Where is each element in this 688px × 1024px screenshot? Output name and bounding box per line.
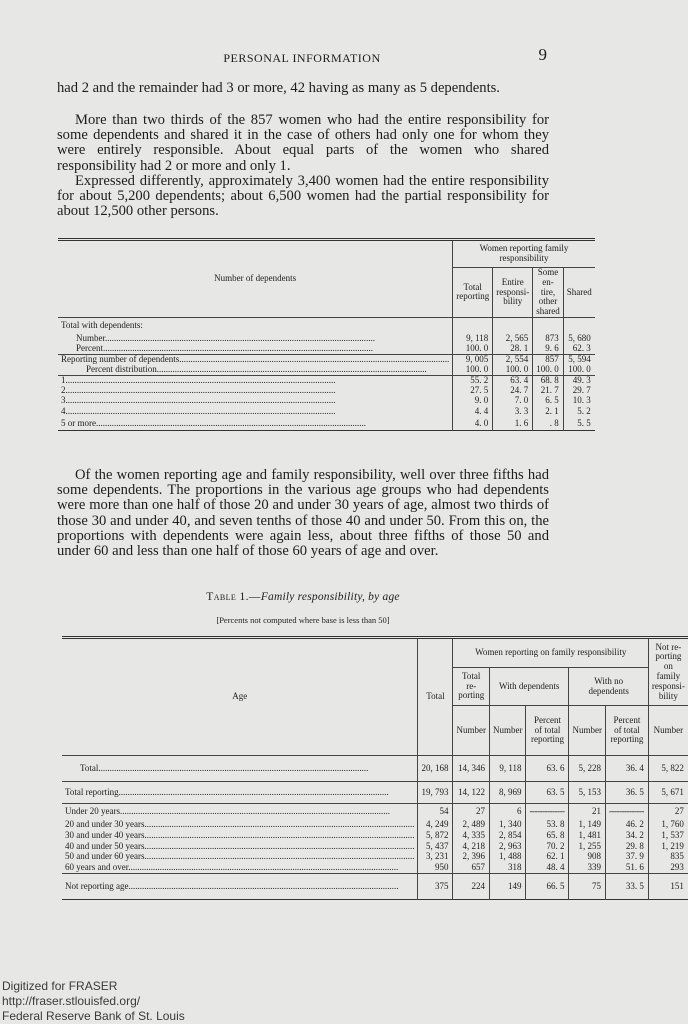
table2-total-header: Total xyxy=(418,638,453,756)
table-cell: 29. 8 xyxy=(605,841,648,852)
table-row xyxy=(62,820,688,831)
empty-cell-dashes: -------------- xyxy=(605,804,648,820)
row-label-text: 2 xyxy=(61,384,66,395)
leader-dots: ........................................................................................................................ xyxy=(65,374,336,385)
table-cell: 657 xyxy=(453,863,490,874)
row-label xyxy=(62,863,418,874)
table-cell: 100. 0 xyxy=(493,365,533,375)
leader-dots: ........................................................................................................................ xyxy=(156,363,427,374)
table-cell: 21 xyxy=(569,804,606,820)
table-cell: 100. 0 xyxy=(563,365,595,375)
table-cell: . 8 xyxy=(533,417,564,431)
table-cell: 375 xyxy=(418,873,453,899)
row-label-text: Under 20 years xyxy=(65,805,120,816)
row-label-text: Reporting number of dependents xyxy=(61,353,180,364)
table-cell: 54 xyxy=(418,804,453,820)
row-label-text: Not reporting age xyxy=(65,880,129,891)
table-cell: 4, 218 xyxy=(453,841,490,852)
table-row xyxy=(62,804,688,820)
table-cell xyxy=(533,317,564,333)
table-cell: 5. 2 xyxy=(563,406,595,416)
row-label xyxy=(58,417,453,431)
table-cell: 1, 219 xyxy=(648,841,688,852)
row-label-text: 4 xyxy=(61,405,66,416)
table-cell: 2, 489 xyxy=(453,820,490,831)
table2-not-reporting-header: Not re- porting on family responsi- bility xyxy=(648,638,688,706)
row-label xyxy=(58,344,453,354)
table-cell: 100. 0 xyxy=(533,365,564,375)
row-label xyxy=(62,830,418,841)
table-row xyxy=(62,863,688,874)
table-cell: 24. 7 xyxy=(493,385,533,395)
table1-group-header: Women reporting family responsibility xyxy=(453,240,595,268)
leader-dots: ........................................................................................................................ xyxy=(96,417,366,428)
table-cell: 10. 3 xyxy=(563,396,595,406)
table-cell: 2, 565 xyxy=(493,333,533,343)
row-label-text: Total xyxy=(80,762,99,773)
leader-dots: ........................................................................................................................ xyxy=(105,332,375,343)
leader-dots: ........................................................................................................................ xyxy=(65,395,336,406)
table-cell: 65. 8 xyxy=(526,830,569,841)
table-cell: 53. 8 xyxy=(526,820,569,831)
table-row xyxy=(62,841,688,852)
table-cell: 3. 3 xyxy=(493,406,533,416)
table-cell: 5, 671 xyxy=(648,782,688,804)
row-label-text: 40 and under 50 years xyxy=(65,840,145,851)
table-cell: 2, 554 xyxy=(493,354,533,364)
row-label-text: 5 or more xyxy=(61,417,96,428)
table2-no-dependents-header: With no dependents xyxy=(569,668,648,706)
table-cell xyxy=(563,317,595,333)
table-subcaption: [Percents not computed where base is less than 50] xyxy=(216,615,390,625)
table-cell: 63. 4 xyxy=(493,375,533,385)
row-label xyxy=(58,317,453,333)
table-cell: 21. 7 xyxy=(533,385,564,395)
table-row xyxy=(58,406,595,416)
leader-dots: ........................................................................................................................ xyxy=(65,405,336,416)
table-cell: 68. 8 xyxy=(533,375,564,385)
table-cell: 1, 340 xyxy=(489,820,526,831)
paragraph-thirds: More than two thirds of the 857 women who had the entire responsibility for some dependents and shared it in the case of others had only one for whom they were entirely responsible. About equal parts of the women who shared responsibility had 2 or more and only 1. xyxy=(57,112,549,174)
table-cell: 36. 4 xyxy=(605,756,648,782)
table-cell: 28. 1 xyxy=(493,344,533,354)
leader-dots: ........................................................................................................................ xyxy=(144,819,415,830)
table-cell: 5, 437 xyxy=(418,841,453,852)
table2-with-dependents-header: With dependents xyxy=(489,668,568,706)
table-cell: 4. 0 xyxy=(453,417,493,431)
empty-cell-dashes: -------------- xyxy=(526,804,569,820)
table-cell: 9, 118 xyxy=(453,333,493,343)
table-row xyxy=(62,782,688,804)
row-label-text: 1 xyxy=(61,374,66,385)
table-cell: 5, 680 xyxy=(563,333,595,343)
row-label-text: 30 and under 40 years xyxy=(65,829,145,840)
leader-dots: ........................................................................................................................ xyxy=(118,786,389,797)
row-label-text: 3 xyxy=(61,395,66,406)
table-row xyxy=(58,317,595,333)
paragraph-continuation: had 2 and the remainder had 3 or more, 42 having as many as 5 dependents. xyxy=(57,80,500,96)
paragraph-expressed: Expressed differently, approximately 3,400 women had the entire responsibility for about 5,200 dependents; about 6,500 women had the partial responsibility for about 12,500 other persons. xyxy=(57,173,549,220)
leader-dots: ........................................................................................................................ xyxy=(119,805,390,816)
table-cell: 27. 5 xyxy=(453,385,493,395)
table2-leaf-number: Number xyxy=(453,706,490,756)
table-cell: 27 xyxy=(648,804,688,820)
table1-col-header: Shared xyxy=(563,268,595,318)
table-cell: 9. 0 xyxy=(453,396,493,406)
table-cell: 9, 005 xyxy=(453,354,493,364)
table-cell: 908 xyxy=(569,852,606,863)
row-label xyxy=(58,365,453,375)
row-label xyxy=(62,804,418,820)
table2-leaf-percent: Percent of total reporting xyxy=(605,706,648,756)
table-cell: 62. 1 xyxy=(526,852,569,863)
table-cell: 1, 537 xyxy=(648,830,688,841)
table-cell: 857 xyxy=(533,354,564,364)
table-cell: 75 xyxy=(569,873,606,899)
table-cell: 835 xyxy=(648,852,688,863)
table1-stub-header: Number of dependents xyxy=(58,240,453,318)
leader-dots: ........................................................................................................................ xyxy=(103,343,373,354)
table-cell: 9, 118 xyxy=(489,756,526,782)
row-label-text: 20 and under 30 years xyxy=(65,819,145,830)
table-cell: 63. 6 xyxy=(526,756,569,782)
table-caption-prefix: Table 1.— xyxy=(206,591,261,603)
table-cell: 151 xyxy=(648,873,688,899)
table-cell: 4, 335 xyxy=(453,830,490,841)
row-label-text: 50 and under 60 years xyxy=(65,851,145,862)
row-label-text: 60 years and over xyxy=(65,862,129,873)
table-cell: 100. 0 xyxy=(453,365,493,375)
row-label xyxy=(62,873,418,899)
table-cell: 873 xyxy=(533,333,564,343)
footer-line-2: http://fraser.stlouisfed.org/ xyxy=(2,994,141,1008)
table-cell: 5, 872 xyxy=(418,830,453,841)
paragraph-age-groups: Of the women reporting age and family responsibility, well over three fifths had some dependents. The proportions in the various age groups who had dependents were more than one half of those 20 and under 30 years of age, almost two thirds of those 30 and under 40, and seven tenths of those 40 and under 50. From this on, the proportions with dependents were again less, about three fifths of those 50 and under 60 and less than one half of those 60 years of age and over. xyxy=(57,467,549,560)
table-cell: 19, 793 xyxy=(418,782,453,804)
table-cell: 5, 153 xyxy=(569,782,606,804)
table1-col-header: Entire responsi- bility xyxy=(493,268,533,318)
footer-line-3: Federal Reserve Bank of St. Louis xyxy=(2,1009,185,1023)
row-label xyxy=(62,756,418,782)
row-label xyxy=(62,820,418,831)
table-cell: 55. 2 xyxy=(453,375,493,385)
leader-dots: ........................................................................................................................ xyxy=(144,840,415,851)
leader-dots: ........................................................................................................................ xyxy=(128,880,399,891)
table-cell xyxy=(493,317,533,333)
table-cell: 34. 2 xyxy=(605,830,648,841)
table-cell: 27 xyxy=(453,804,490,820)
row-label-text: Percent xyxy=(76,343,103,354)
table-cell: 8, 969 xyxy=(489,782,526,804)
table2-stub-header: Age xyxy=(62,638,418,756)
table2-leaf-number: Number xyxy=(489,706,526,756)
table-caption xyxy=(57,591,549,603)
table-cell: 46. 2 xyxy=(605,820,648,831)
table-cell: 51. 6 xyxy=(605,863,648,874)
table-cell: 29. 7 xyxy=(563,385,595,395)
table-cell xyxy=(453,317,493,333)
row-label-text: Total reporting xyxy=(65,786,119,797)
table-cell: 2. 1 xyxy=(533,406,564,416)
table-cell: 37. 9 xyxy=(605,852,648,863)
row-label-text: Number xyxy=(76,332,105,343)
leader-dots: ........................................................................................................................ xyxy=(144,829,415,840)
table-cell: 36. 5 xyxy=(605,782,648,804)
table-row xyxy=(58,365,595,375)
table-cell: 1, 255 xyxy=(569,841,606,852)
table-cell: 7. 0 xyxy=(493,396,533,406)
table-cell: 1, 481 xyxy=(569,830,606,841)
table-cell: 1, 149 xyxy=(569,820,606,831)
table-cell: 2, 396 xyxy=(453,852,490,863)
table-cell: 20, 168 xyxy=(418,756,453,782)
footer-line-1: Digitized for FRASER xyxy=(2,979,118,993)
table-cell: 62. 3 xyxy=(563,344,595,354)
running-title: PERSONAL INFORMATION xyxy=(223,51,381,65)
table-cell: 6. 5 xyxy=(533,396,564,406)
table-cell: 4, 249 xyxy=(418,820,453,831)
leader-dots: ........................................................................................................................ xyxy=(98,762,369,773)
table1-col-header: Total reporting xyxy=(453,268,493,318)
family-responsibility-table xyxy=(62,636,688,900)
table-cell: 950 xyxy=(418,863,453,874)
leader-dots: ........................................................................................................................ xyxy=(144,851,415,862)
table2-leaf-number: Number xyxy=(648,706,688,756)
table-cell: 293 xyxy=(648,863,688,874)
table2-total-reporting-header: Total re- porting xyxy=(453,668,490,706)
table-cell: 224 xyxy=(453,873,490,899)
table-cell: 66. 5 xyxy=(526,873,569,899)
table-cell: 63. 5 xyxy=(526,782,569,804)
table2-group-header: Women reporting on family responsibility xyxy=(453,638,648,668)
table-cell: 5, 594 xyxy=(563,354,595,364)
table-cell: 2, 854 xyxy=(489,830,526,841)
table-row xyxy=(62,756,688,782)
table-cell: 5, 228 xyxy=(569,756,606,782)
table-cell: 9. 6 xyxy=(533,344,564,354)
row-label xyxy=(62,782,418,804)
row-label xyxy=(58,406,453,416)
table-cell: 149 xyxy=(489,873,526,899)
table-cell: 339 xyxy=(569,863,606,874)
table-cell: 5, 822 xyxy=(648,756,688,782)
table-cell: 6 xyxy=(489,804,526,820)
row-label xyxy=(62,841,418,852)
table-cell: 1, 760 xyxy=(648,820,688,831)
table-cell: 3, 231 xyxy=(418,852,453,863)
table-caption-title: Family responsibility, by age xyxy=(260,591,400,603)
table-cell: 1. 6 xyxy=(493,417,533,431)
table-cell: 33. 5 xyxy=(605,873,648,899)
table-cell: 70. 2 xyxy=(526,841,569,852)
table2-leaf-number: Number xyxy=(569,706,606,756)
table2-leaf-percent: Percent of total reporting xyxy=(526,706,569,756)
table-cell: 49. 3 xyxy=(563,375,595,385)
digitization-footer xyxy=(2,979,185,1024)
table-cell: 14, 122 xyxy=(453,782,490,804)
row-label-text: Percent distribution xyxy=(86,363,157,374)
table-cell: 5. 5 xyxy=(563,417,595,431)
table-cell: 100. 0 xyxy=(453,344,493,354)
table1-col-header: Some en- tire, other shared xyxy=(533,268,564,318)
table-row xyxy=(58,417,595,431)
dependents-table xyxy=(58,238,595,431)
page-number: 9 xyxy=(538,45,547,64)
table-row xyxy=(58,344,595,354)
table-cell: 48. 4 xyxy=(526,863,569,874)
leader-dots: ........................................................................................................................ xyxy=(179,353,450,364)
table-cell: 2, 963 xyxy=(489,841,526,852)
leader-dots: ........................................................................................................................ xyxy=(65,384,336,395)
table-cell: 14, 346 xyxy=(453,756,490,782)
table-row xyxy=(62,873,688,899)
table-cell: 318 xyxy=(489,863,526,874)
row-label-text: Total with dependents: xyxy=(61,319,143,330)
leader-dots: ........................................................................................................................ xyxy=(128,862,399,873)
table-cell: 1, 488 xyxy=(489,852,526,863)
table-cell: 4. 4 xyxy=(453,406,493,416)
table-row xyxy=(62,830,688,841)
